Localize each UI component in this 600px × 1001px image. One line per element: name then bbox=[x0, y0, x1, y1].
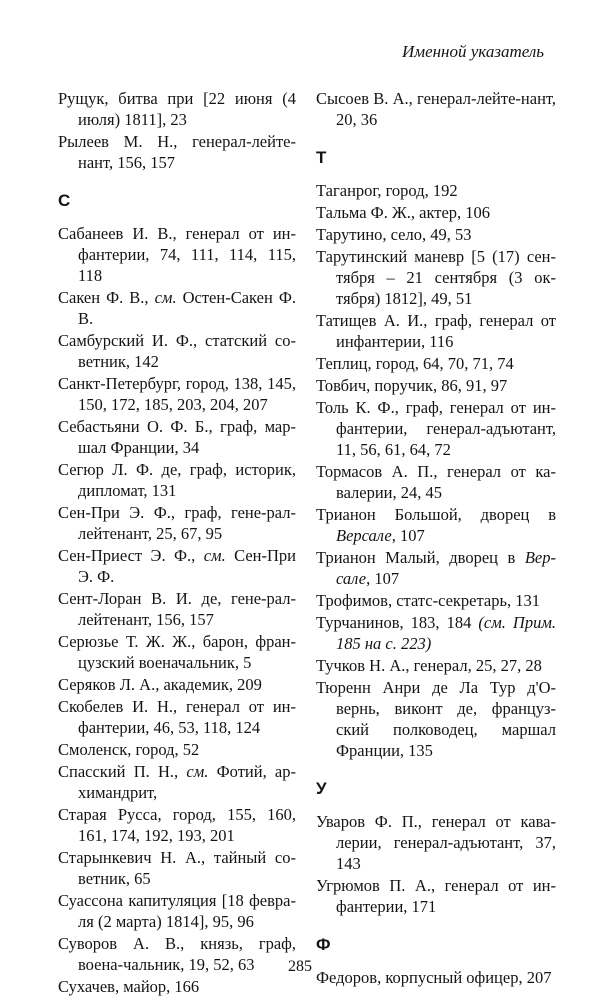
index-entry: Сабанеев И. В., генерал от ин-фантерии, 74, 111, 114, 115, 118 bbox=[58, 224, 296, 285]
index-entry: Рылеев М. Н., генерал-лейте-нант, 156, 157 bbox=[58, 132, 296, 172]
index-entry: Себастьяни О. Ф. Б., граф, мар-шал Франции, 34 bbox=[58, 417, 296, 457]
index-entry: Старая Русса, город, 155, 160, 161, 174, 192, 193, 201 bbox=[58, 805, 296, 845]
index-entry-saken: Сакен Ф. В., см. Остен-Сакен Ф. В. bbox=[58, 288, 296, 328]
index-entry-trianon-small: Трианон Малый, дворец в Вер-сале, 107 bbox=[316, 548, 556, 588]
index-entry: Теплиц, город, 64, 70, 71, 74 bbox=[316, 354, 514, 373]
index-column-right bbox=[316, 88, 556, 989]
index-entry: Тарутинский маневр [5 (17) сен-тября – 21 сентября (3 ок-тября) 1812], 49, 51 bbox=[316, 247, 556, 308]
index-entry: Старынкевич Н. А., тайный со-ветник, 65 bbox=[58, 848, 296, 888]
index-entry: Сысоев В. А., генерал-лейте-нант, 20, 36 bbox=[316, 89, 556, 129]
index-entry: Товбич, поручик, 86, 91, 97 bbox=[316, 376, 508, 395]
index-entry: Сегюр Л. Ф. де, граф, историк, дипломат, 131 bbox=[58, 460, 296, 500]
index-entry: Санкт-Петербург, город, 138, 145, 150, 172, 185, 203, 204, 207 bbox=[58, 374, 296, 414]
section-letter-t: Т bbox=[316, 148, 327, 167]
index-entry: Таганрог, город, 192 bbox=[316, 181, 458, 200]
index-entry: Тюренн Анри де Ла Тур д'О-вернь, виконт де, француз-ский полководец, маршал Франции, 135 bbox=[316, 678, 556, 760]
index-column-left bbox=[58, 88, 296, 998]
index-entry: Сен-При Э. Ф., граф, гене-рал-лейтенант, 25, 67, 95 bbox=[58, 503, 296, 543]
index-entry-turchaninov: Турчанинов, 183, 184 (см. Прим. 185 на с. 223) bbox=[316, 613, 557, 653]
index-entry: Суворов А. В., князь, граф, воена-чальник, 19, 52, 63 bbox=[58, 934, 296, 974]
section-letter-f: Ф bbox=[316, 935, 331, 954]
index-entry-trianon-big: Трианон Большой, дворец в Версале, 107 bbox=[316, 505, 556, 545]
index-entry-spassky: Спасский П. Н., см. Фотий, ар-химандрит, bbox=[58, 762, 296, 802]
index-entry: Сухачев, майор, 166 bbox=[58, 977, 200, 996]
index-entry: Угрюмов П. А., генерал от ин-фантерии, 171 bbox=[316, 876, 556, 916]
index-entry: Тормасов А. П., генерал от ка-валерии, 24, 45 bbox=[316, 462, 556, 502]
page-number: 285 bbox=[288, 958, 312, 975]
index-entry: Смоленск, город, 52 bbox=[58, 740, 200, 759]
index-entry: Федоров, корпусный офицер, 207 bbox=[316, 968, 552, 987]
index-entry: Суассона капитуляция [18 февра-ля (2 марта) 1814], 95, 96 bbox=[58, 891, 296, 931]
index-entry: Сент-Лоран В. И. де, гене-рал-лейтенант, 156, 157 bbox=[58, 589, 296, 629]
index-entry: Серяков Л. А., академик, 209 bbox=[58, 675, 262, 694]
index-entry: Татищев А. И., граф, генерал от инфантерии, 116 bbox=[316, 311, 556, 351]
index-entry: Серюзье Т. Ж. Ж., барон, фран-цузский военачальник, 5 bbox=[58, 632, 296, 672]
index-entry: Самбурский И. Ф., статский со-ветник, 142 bbox=[58, 331, 296, 371]
index-entry: Тучков Н. А., генерал, 25, 27, 28 bbox=[316, 656, 542, 675]
index-entry: Трофимов, статс-секретарь, 131 bbox=[316, 591, 541, 610]
index-entry: Уваров Ф. П., генерал от кава-лерии, генерал-адъютант, 37, 143 bbox=[316, 812, 556, 873]
index-entry-senpriest: Сен-Приест Э. Ф., см. Сен-При Э. Ф. bbox=[58, 546, 296, 586]
index-entry: Тальма Ф. Ж., актер, 106 bbox=[316, 203, 491, 222]
section-letter-u: У bbox=[316, 779, 327, 798]
index-entry: Тарутино, село, 49, 53 bbox=[316, 225, 472, 244]
index-entry: Толь К. Ф., граф, генерал от ин-фантерии, генерал-адъютант, 11, 56, 61, 64, 72 bbox=[316, 398, 556, 459]
index-entry: Скобелев И. Н., генерал от ин-фантерии, 46, 53, 118, 124 bbox=[58, 697, 296, 737]
section-letter-s: С bbox=[58, 191, 71, 210]
index-entry: Рущук, битва при [22 июня (4 июля) 1811], 23 bbox=[58, 89, 296, 129]
running-header: Именной указатель bbox=[401, 42, 544, 61]
